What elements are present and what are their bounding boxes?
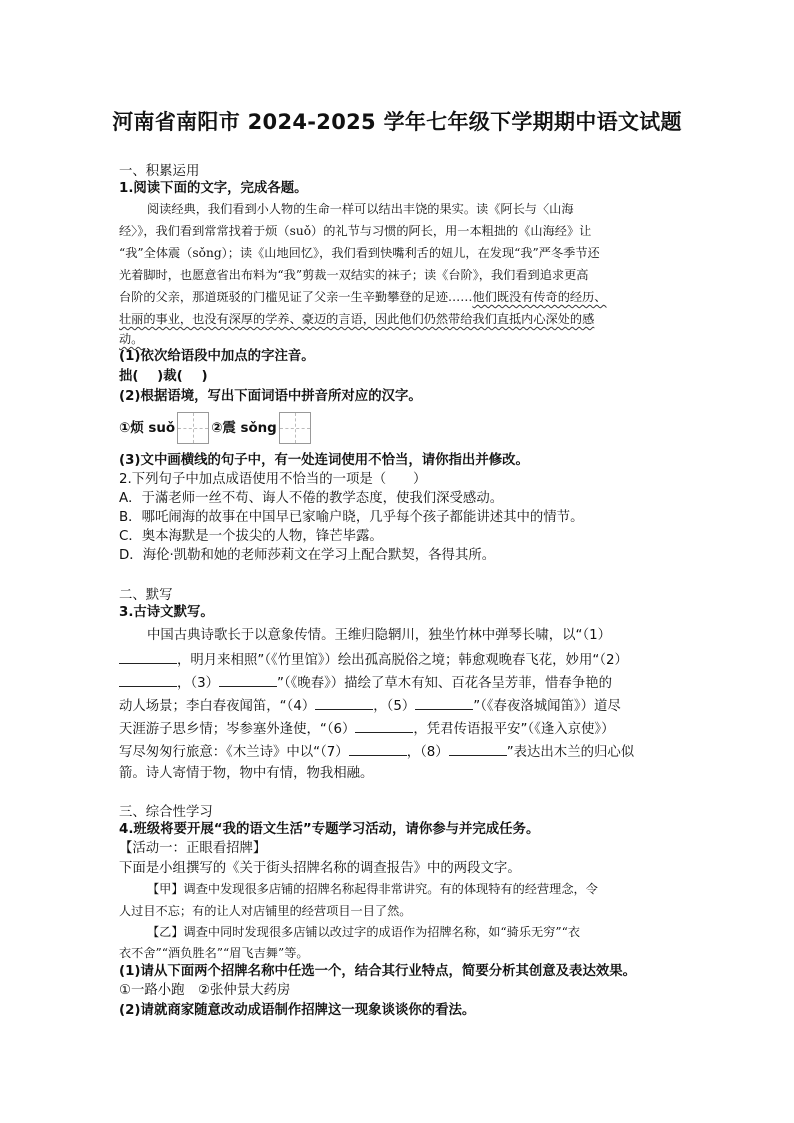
question-1: 1.阅读下面的文字，完成各题。	[119, 181, 308, 196]
hanzi-boxes	[119, 412, 313, 446]
section-heading: 一、积累运用	[119, 164, 200, 179]
question-3: 3.古诗文默写。	[119, 605, 214, 620]
underlined-sentence: 壮丽的事业，也没有深厚的学养、豪迈的言语，因此他们仍然带给我们直抵内心深处的感	[119, 312, 595, 326]
poem-text: 中国古典诗歌长于以意象传情。王维归隐辋川，独坐竹林中弹琴长啸，以“（1）	[147, 628, 612, 643]
poem-text: ，（5）	[373, 699, 416, 714]
section-heading: 二、默写	[119, 588, 173, 603]
pinyin-item: ①烦 suǒ	[119, 421, 176, 436]
poem-text: ，明月来相照”（《竹里馆》）绘出孤高脱俗之境；韩愈观晚春飞花，妙用“（2）	[177, 653, 628, 668]
question-1-2: (2)根据语境，写出下面词语中拼音所对应的汉字。	[119, 389, 422, 404]
option-b[interactable]: B．哪吒闹海的故事在中国早已家喻户晓，几乎每个孩子都能讲述其中的情节。	[119, 510, 584, 525]
intro-text: 下面是小组撰写的《关于街头招牌名称的调查报告》中的两段文字。	[119, 861, 521, 876]
poem-text: 箭。诗人寄情于物，物中有情，物我相融。	[119, 766, 374, 781]
question-2: 2.下列句子中加点成语使用不恰当的一项是（ ）	[119, 472, 427, 487]
passage-line: 光着脚时，也愿意省出布料为“我”剪裁一双结实的袜子；读《台阶》，我们看到追求更高	[119, 268, 589, 282]
pinyin-item: ②震 sǒng	[211, 421, 277, 436]
question-4: 4.班级将要开展“我的语文生活”专题学习活动，请你参与并完成任务。	[119, 822, 540, 837]
pinyin-item: 裁(	[163, 369, 183, 384]
option-d[interactable]: D．海伦·凯勒和她的老师莎莉文在学习上配合默契，各得其所。	[119, 548, 496, 563]
underlined-sentence: 动。	[119, 332, 144, 346]
underlined-sentence: 他们既没有传奇的经历、	[472, 290, 607, 304]
poem-line	[119, 696, 621, 716]
answer-blank[interactable]	[219, 673, 277, 687]
question-4-2: (2)请就商家随意改动成语制作招牌这一现象谈谈你的看法。	[119, 1003, 476, 1018]
excerpt-jia: 【甲】调查中发现很多店铺的招牌名称起得非常讲究。有的体现特有的经营理念，令	[147, 882, 598, 896]
activity-heading: 【活动一：正眼看招牌】	[119, 841, 267, 856]
passage-line: 阅读经典，我们看到小人物的生命一样可以结出丰饶的果实。读《阿长与〈山海	[147, 202, 574, 216]
poem-text: 天涯游子思乡情；岑参塞外逢使，“（6）	[119, 722, 356, 737]
poem-line	[147, 627, 611, 645]
section-heading: 三、综合性学习	[119, 805, 213, 820]
poem-line	[119, 673, 612, 693]
answer-blank[interactable]	[119, 673, 177, 687]
poem-line	[119, 742, 634, 762]
poem-text: ，（8）	[406, 745, 449, 760]
poem-text: 写尽匆匆行旅意：《木兰诗》中以“（7）	[119, 745, 349, 760]
poem-line	[119, 650, 628, 670]
option-a[interactable]: A．于滿老师一丝不苟、诲人不倦的教学态度，使我们深受感动。	[119, 491, 504, 506]
pinyin-item: 拙(	[119, 369, 139, 384]
answer-blank[interactable]	[355, 719, 413, 733]
poem-text: ”表达出木兰的归心似	[506, 745, 635, 760]
question-1-3: (3)文中画横线的句子中，有一处连词使用不恰当，请你指出并修改。	[119, 453, 529, 468]
answer-blank[interactable]	[315, 696, 373, 710]
poem-text: ”（《晚春》）描绘了草木有知、百花各呈芳菲，惜春争艳的	[277, 676, 612, 691]
answer-blanks	[119, 368, 208, 386]
excerpt-yi: 【乙】调查中同时发现很多店铺以改过字的成语作为招牌名称，如“骑乐无穷”“衣	[147, 925, 581, 939]
question-4-1: (1)请从下面两个招牌名称中任选一个，结合其行业特点，简要分析其创意及表达效果。	[119, 964, 637, 979]
answer-blank[interactable]	[415, 696, 473, 710]
passage-line: 经〉》，我们看到常常找着于烦（suǒ）的礼节与习惯的阿长，用一本粗拙的《山海经》让	[119, 224, 592, 238]
answer-blank[interactable]	[449, 742, 507, 756]
option-c[interactable]: C．奥本海默是一个拔尖的人物，锋芒毕露。	[119, 529, 383, 544]
poem-line	[119, 765, 373, 783]
passage-line: “我”全体震（sǒng）；读《山地回忆》，我们看到快嘴利舌的妞儿，在发现“我”严冬季节还	[119, 246, 600, 260]
writing-box[interactable]	[279, 412, 311, 444]
poem-text: ，（3）	[177, 676, 219, 691]
passage-text: 台阶的父亲，那道斑驳的门槛见证了父亲一生辛勤攀登的足迹……	[119, 290, 473, 304]
answer-blank[interactable]	[349, 742, 407, 756]
answer-blank[interactable]: )	[182, 369, 208, 384]
question-4-1-options: ①一路小跑 ②张仲景大药房	[119, 983, 291, 998]
poem-line	[119, 719, 615, 739]
excerpt-yi: 衣不舍”“酒负胜名”“眉飞吉舞”等。	[119, 946, 309, 960]
question-1-1: (1)依次给语段中加点的字注音。	[119, 349, 315, 364]
passage-line	[119, 288, 607, 306]
excerpt-jia: 人过目不忘；有的让人对店铺里的经营项目一目了然。	[119, 904, 412, 918]
writing-box[interactable]	[177, 412, 209, 444]
poem-text: ”（《春夜洛城闻笛》）道尽	[473, 699, 621, 714]
answer-blank[interactable]	[119, 650, 177, 664]
answer-blank[interactable]: )	[138, 369, 164, 384]
poem-text: 动人场景；李白春夜闻笛，“（4）	[119, 699, 316, 714]
poem-text: ，凭君传语报平安”（《逢入京使》）	[413, 722, 615, 737]
page-title: 河南省南阳市 2024-2025 学年七年级下学期期中语文试题	[112, 110, 682, 134]
